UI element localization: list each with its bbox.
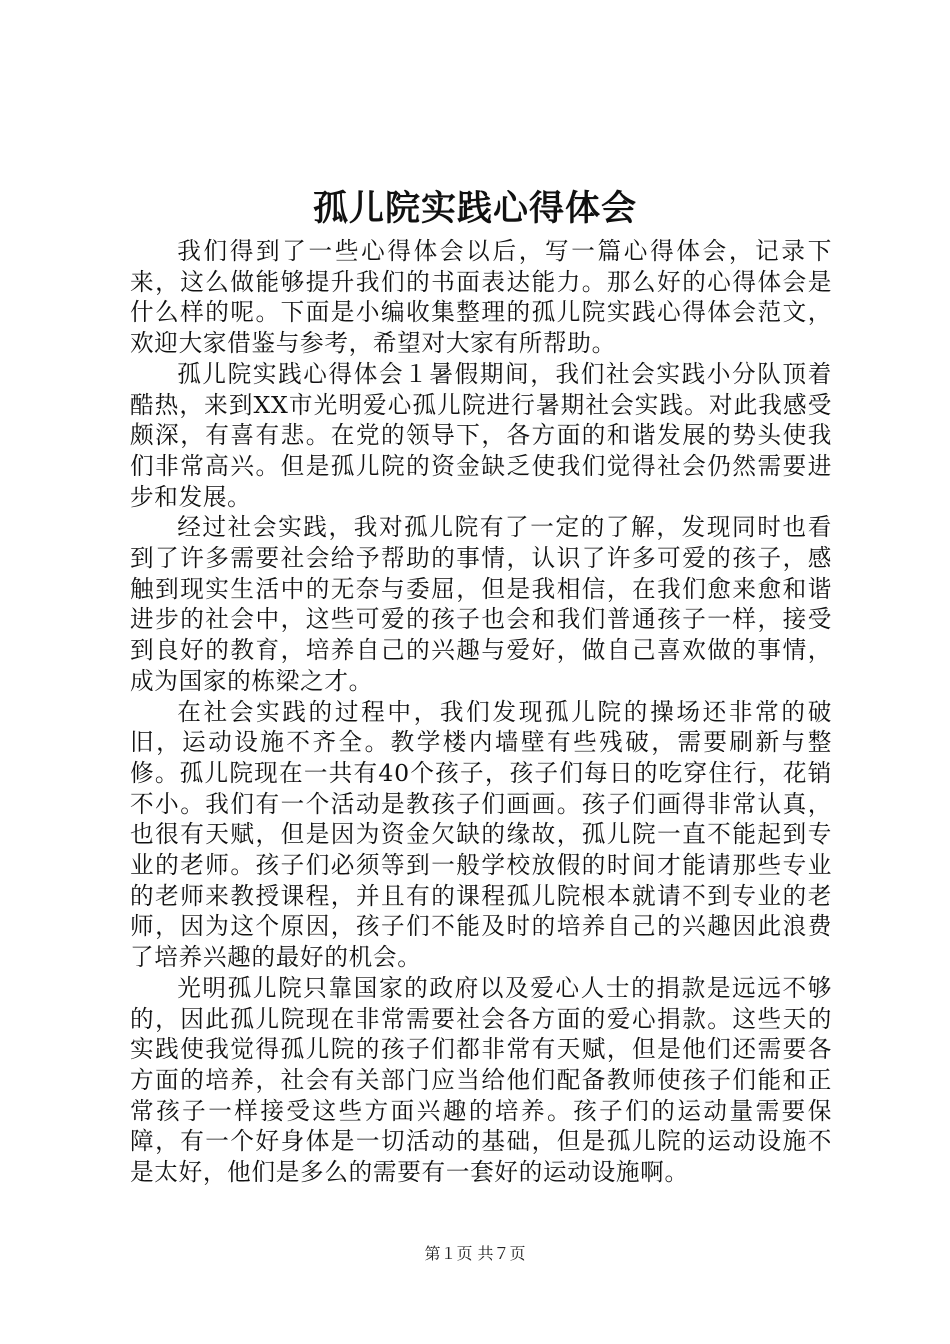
document-title: 孤儿院实践心得体会 bbox=[312, 188, 637, 229]
page-number-footer: 第１页 共７页 bbox=[424, 1244, 526, 1263]
paragraph-3: 在社会实践的过程中，我们发现孤儿院的操场还非常的破旧，运动设施不齐全。教学楼内墙壁有些残破，需要刷新与整修。孤儿院现在一共有40个孩子，孩子们每日的吃穿住行，花销不小。我们有一个活动是教孩子们画画。孩子们画得非常认真，也很有天赋，但是因为资金欠缺的缘故，孤儿院一直不能起到专业的老师。孩子们必须等到一般学校放假的时间才能请那些专业的老师来教授课程，并且有的课程孤儿院根本就请不到专业的老师，因为这个原因，孩子们不能及时的培养自己的兴趣因此浪费了培养兴趣的最好的机会。 bbox=[130, 697, 832, 972]
paragraph-2: 经过社会实践，我对孤儿院有了一定的了解，发现同时也看到了许多需要社会给予帮助的事情，认识了许多可爱的孩子，感触到现实生活中的无奈与委屈，但是我相信，在我们愈来愈和谐进步的社会中，这些可爱的孩子也会和我们普通孩子一样，接受到良好的教育，培养自己的兴趣与爱好，做自己喜欢做的事情，成为国家的栋梁之才。 bbox=[130, 513, 832, 695]
paragraph-1: 孤儿院实践心得体会１暑假期间，我们社会实践小分队顶着酷热，来到XX市光明爱心孤儿院进行暑期社会实践。对此我感受颇深，有喜有悲。在党的领导下，各方面的和谐发展的势头使我们非常高兴。但是孤儿院的资金缺乏使我们觉得社会仍然需要进步和发展。 bbox=[130, 359, 832, 511]
document-body bbox=[130, 236, 832, 1188]
paragraph-intro: 我们得到了一些心得体会以后，写一篇心得体会，记录下来，这么做能够提升我们的书面表达能力。那么好的心得体会是什么样的呢。下面是小编收集整理的孤儿院实践心得体会范文，欢迎大家借鉴与参考，希望对大家有所帮助。 bbox=[130, 237, 832, 358]
paragraph-4: 光明孤儿院只靠国家的政府以及爱心人士的捐款是远远不够的，因此孤儿院现在非常需要社会各方面的爱心捐款。这些天的实践使我觉得孤儿院的孩子们都非常有天赋，但是他们还需要各方面的培养，社会有关部门应当给他们配备教师使孩子们能和正常孩子一样接受这些方面兴趣的培养。孩子们的运动量需要保障，有一个好身体是一切活动的基础，但是孤儿院的运动设施不是太好，他们是多么的需要有一套好的运动设施啊。 bbox=[130, 973, 832, 1187]
